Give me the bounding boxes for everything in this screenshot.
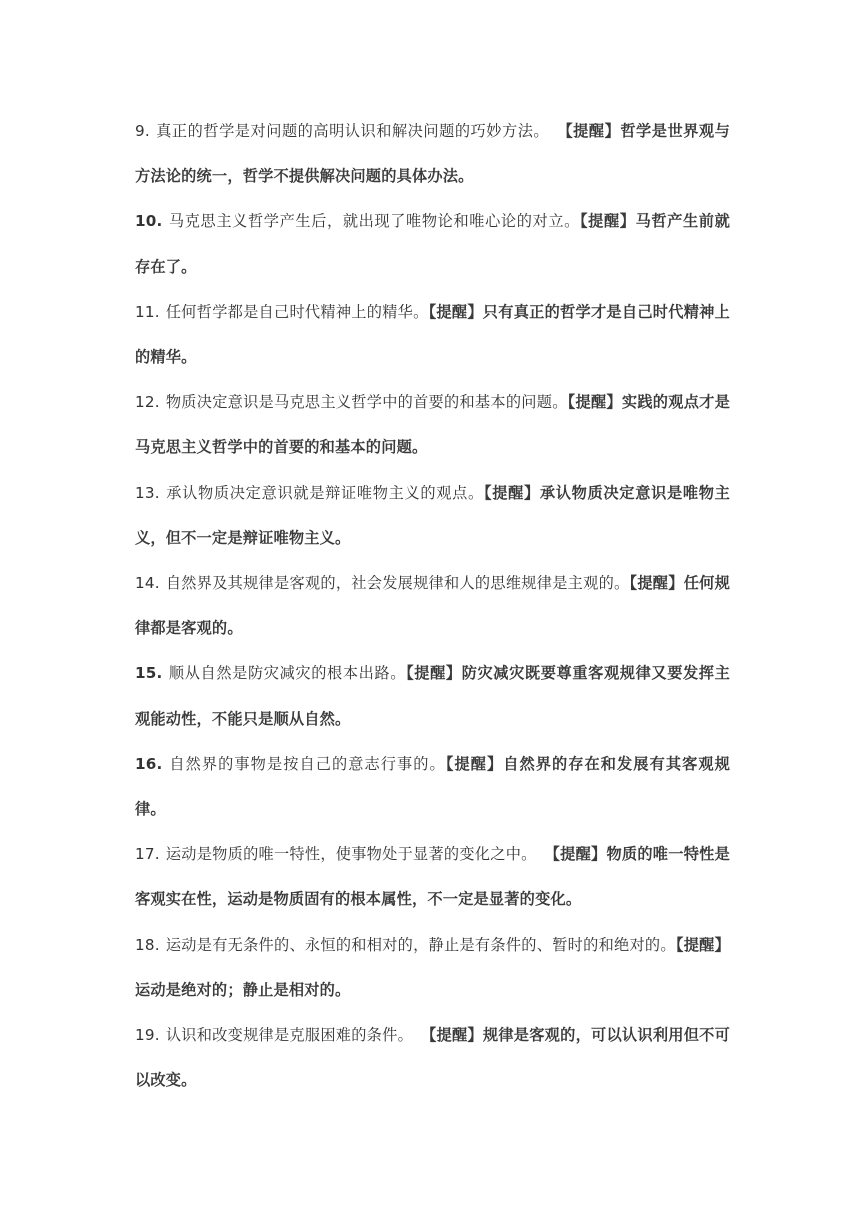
list-item-10 [135, 199, 730, 289]
list-item-17 [135, 832, 730, 922]
item-statement: 顺从自然是防灾减灾的根本出路。 [168, 664, 407, 683]
list-item-13 [135, 471, 730, 561]
item-statement: 自然界的事物是按自己的意志行事的。 [168, 754, 446, 773]
item-statement: 自然界及其规律是客观的，社会发展规律和人的思维规律是主观的。 [165, 574, 630, 593]
list-item-15 [135, 651, 730, 741]
item-statement: 运动是有无条件的、永恒的和相对的，静止是有条件的、暂时的和绝对的。 [165, 935, 676, 954]
item-tip: 【提醒】任何规律都是客观的。 [135, 574, 730, 638]
item-statement: 马克思主义哲学产生后，就出现了唯物论和唯心论的对立。 [168, 212, 580, 231]
item-statement: 任何哲学都是自己时代精神上的精华。 [165, 302, 429, 321]
item-list [135, 109, 730, 1103]
item-tip: 【提醒】实践的观点才是马克思主义哲学中的首要的和基本的问题。 [135, 393, 730, 457]
item-number: 13. [135, 483, 160, 502]
list-item-16 [135, 742, 730, 832]
item-statement: 认识和改变规律是克服困难的条件。 [165, 1026, 414, 1045]
item-statement: 运动是物质的唯一特性，使事物处于显著的变化之中。 [165, 845, 537, 864]
list-item-14 [135, 561, 730, 651]
list-item-18 [135, 923, 730, 1013]
list-item-19 [135, 1013, 730, 1103]
item-tip: 【提醒】物质的唯一特性是客观实在性，运动是物质固有的根本属性，不一定是显著的变化。 [135, 845, 730, 909]
item-number: 12. [135, 393, 160, 412]
list-item-9 [135, 109, 730, 199]
item-number: 17. [135, 845, 160, 864]
item-tip: 【提醒】马哲产生前就存在了。 [135, 212, 730, 276]
item-tip: 【提醒】运动是绝对的；静止是相对的。 [135, 935, 730, 999]
item-tip: 【提醒】承认物质决定意识是唯物主义，但不一定是辩证唯物主义。 [135, 483, 731, 547]
item-tip: 【提醒】防灾减灾既要尊重客观规律又要发挥主观能动性，不能只是顺从自然。 [135, 664, 731, 728]
item-number: 14. [135, 574, 160, 593]
item-number: 18. [135, 935, 160, 954]
item-number: 16. [135, 754, 163, 773]
item-tip: 【提醒】哲学是世界观与方法论的统一，哲学不提供解决问题的具体办法。 [135, 122, 731, 186]
item-statement: 真正的哲学是对问题的高明认识和解决问题的巧妙方法。 [155, 122, 550, 140]
item-number: 19. [135, 1026, 160, 1045]
item-tip: 【提醒】自然界的存在和发展有其客观规律。 [135, 754, 730, 819]
list-item-12 [135, 380, 730, 470]
item-statement: 承认物质决定意识就是辩证唯物主义的观点。 [165, 483, 484, 502]
item-number: 15. [135, 664, 163, 683]
item-statement: 物质决定意识是马克思主义哲学中的首要的和基本的问题。 [165, 393, 568, 412]
item-tip: 【提醒】规律是客观的，可以认识利用但不可以改变。 [135, 1026, 730, 1090]
item-number: 9. [135, 122, 150, 140]
item-tip: 【提醒】只有真正的哲学才是自己时代精神上的精华。 [135, 302, 730, 367]
item-number: 10. [135, 212, 163, 231]
list-item-11 [135, 290, 730, 380]
item-number: 11. [135, 302, 160, 321]
